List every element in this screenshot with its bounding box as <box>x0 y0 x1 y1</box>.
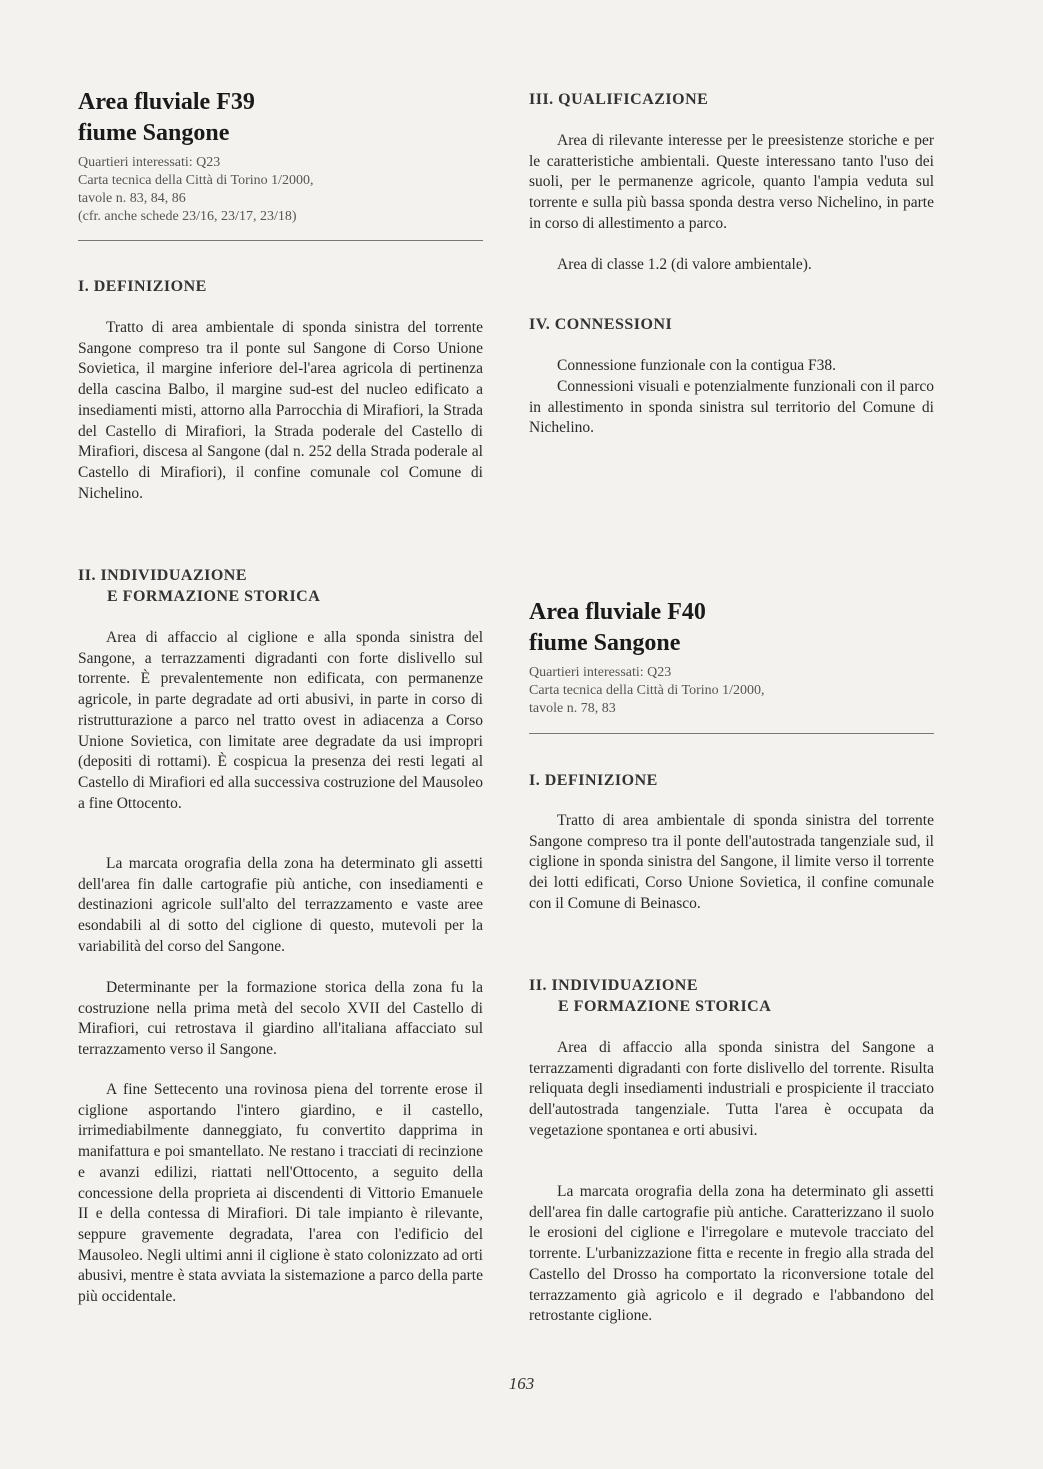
area-f39-title-line2: fiume Sangone <box>78 120 230 146</box>
page-number: 163 <box>508 1374 535 1393</box>
heading-line: II. INDIVIDUAZIONE <box>529 977 699 994</box>
area-f40-header <box>529 597 934 718</box>
meta-line: tavole n. 78, 83 <box>529 701 616 716</box>
paragraph: Area di affaccio alla sponda sinistra del Sangone a terrazzamenti digradanti con forte dislivello del torrente. Risulta reliquata degli insediamenti industriali e prospiciente il tracciato dell'autostrada tangenziale. Tutta l'area è occupata da vegetazione spontanea e orti abusivi. <box>529 1039 934 1139</box>
area-f40-title <box>529 597 934 659</box>
section-heading-connessioni: IV. CONNESSIONI <box>529 316 673 333</box>
area-f39-title-line1: Area fluviale F39 <box>78 89 255 115</box>
section-heading-definizione: I. DEFINIZIONE <box>529 772 658 789</box>
area-f39-header <box>78 87 483 226</box>
divider-rule <box>529 733 934 734</box>
area-f39-meta <box>78 154 483 226</box>
area-f40-meta <box>529 664 934 718</box>
section-heading-qualificazione: III. QUALIFICAZIONE <box>529 91 709 108</box>
divider-rule <box>78 240 483 241</box>
definizione-text: Tratto di area ambientale di sponda sinistra del torrente Sangone compreso tra il ponte dell'autostrada tangenziale sud, il ciglione in sponda sinistra del Sangone, il limite verso il torrente dei lotti edificati, Corso Unione Sovietica, il confine comunale con il Comune di Beinasco. <box>529 812 934 912</box>
section-heading-individuazione <box>78 565 320 607</box>
definizione-text: Tratto di area ambientale di sponda sinistra del torrente Sangone compreso tra il ponte sul Sangone di Corso Unione Sovietica, il margine inferiore del-l'area agricola di pertinenza della cascina Balbo, il margine sud-est del nucleo edificato a insediamenti misti, attorno alla Parrocchia di Mirafiori, la Strada del Castello di Mirafiori, la Strada poderale del Castello di Mirafiori, discesa al Sangone (dal n. 252 della Strada poderale al Castello di Mirafiori), il confine comunale col Comune di Nichelino. <box>78 319 483 502</box>
area-f39-title <box>78 87 483 149</box>
paragraph: Area di rilevante interesse per le preesistenze storiche e per le caratteristiche ambientali. Queste interessano tanto l'uso dei suoli, per le permanenze agricole, quanto l'ampia veduta sul torrente e sulla più bassa sponda destra verso Nichelino, in parte in corso di allestimento a parco. <box>529 132 934 232</box>
heading-line: E FORMAZIONE STORICA <box>107 588 321 605</box>
paragraph: Area di classe 1.2 (di valore ambientale). <box>557 256 812 273</box>
meta-line: Quartieri interessati: Q23 <box>78 155 221 170</box>
meta-line: Carta tecnica della Città di Torino 1/2000, <box>529 683 765 698</box>
paragraph: La marcata orografia della zona ha determinato gli assetti dell'area fin dalle cartografie più antiche. Caratterizzano il suolo le erosioni del ciglione e l'irregolare e mutevole tracciato del torrente. L'urbanizzazione fitta e recente in fregio alla strada del Castello del Drosso ha comportato la riconversione totale del terrazzamento già agricolo e il degrado e l'abbandono del retrostante ciglione. <box>529 1183 934 1325</box>
section-heading-definizione: I. DEFINIZIONE <box>78 278 207 295</box>
area-f40-title-line2: fiume Sangone <box>529 630 681 656</box>
paragraph: Area di affaccio al ciglione e alla sponda sinistra del Sangone, a terrazzamenti digradanti con forte dislivello sul torrente. È prevalentemente non edificata, con permanenze agricole, in parte degradate ad orti abusivi, in parte in corso di ristrutturazione a parco nel tratto ovest in adiacenza a Corso Unione Sovietica, con limitate aree degradate da usi impropri (depositi di rottami). È cospicua la presenza dei resti legati al Castello di Mirafiori ed alla successiva costruzione del Mausoleo a fine Ottocento. <box>78 629 483 812</box>
meta-line: Quartieri interessati: Q23 <box>529 665 672 680</box>
paragraph: Connessione funzionale con la contigua F38. <box>557 357 836 374</box>
heading-line: E FORMAZIONE STORICA <box>558 998 772 1015</box>
paragraph: Connessioni visuali e potenzialmente funzionali con il parco in allestimento in sponda sinistra sul territorio del Comune di Nichelino. <box>529 378 934 437</box>
paragraph: Determinante per la formazione storica della zona fu la costruzione nella prima metà del secolo XVII del Castello di Mirafiori, cui retrostava il giardino all'italiana affacciato sul terrazzamento verso il Sangone. <box>78 979 483 1059</box>
area-f40-title-line1: Area fluviale F40 <box>529 599 706 625</box>
paragraph: A fine Settecento una rovinosa piena del torrente erose il ciglione asportando l'intero giardino, e il castello, irrimediabilmente danneggiato, fu convertito dapprima in manifattura e poi smantellato. Ne restano i tracciati di recinzione e avanzi edilizi, riattati nell'Ottocento, a seguito della concessione della proprieta ai discendenti di Vittorio Emanuele II e della contessa di Mirafiori. Di tale impianto è rilevante, seppure gravemente degradata, l'area con l'edificio del Mausoleo. Negli ultimi anni il ciglione è stato colonizzato ad orti abusivi, mentre è stata avviata la sistemazione a parco della parte più occidentale. <box>78 1081 483 1306</box>
heading-line: II. INDIVIDUAZIONE <box>78 567 248 584</box>
section-heading-individuazione <box>529 975 771 1017</box>
paragraph: La marcata orografia della zona ha determinato gli assetti dell'area fin dalle cartografie più antiche, con insediamenti e destinazioni agricole sull'alto del terrazzamento e vaste aree esondabili al di sotto del ciglione di questo, mutevoli per la variabilità del corso del Sangone. <box>78 855 483 955</box>
meta-line: (cfr. anche schede 23/16, 23/17, 23/18) <box>78 209 297 224</box>
meta-line: Carta tecnica della Città di Torino 1/2000, <box>78 173 314 188</box>
meta-line: tavole n. 83, 84, 86 <box>78 191 186 206</box>
